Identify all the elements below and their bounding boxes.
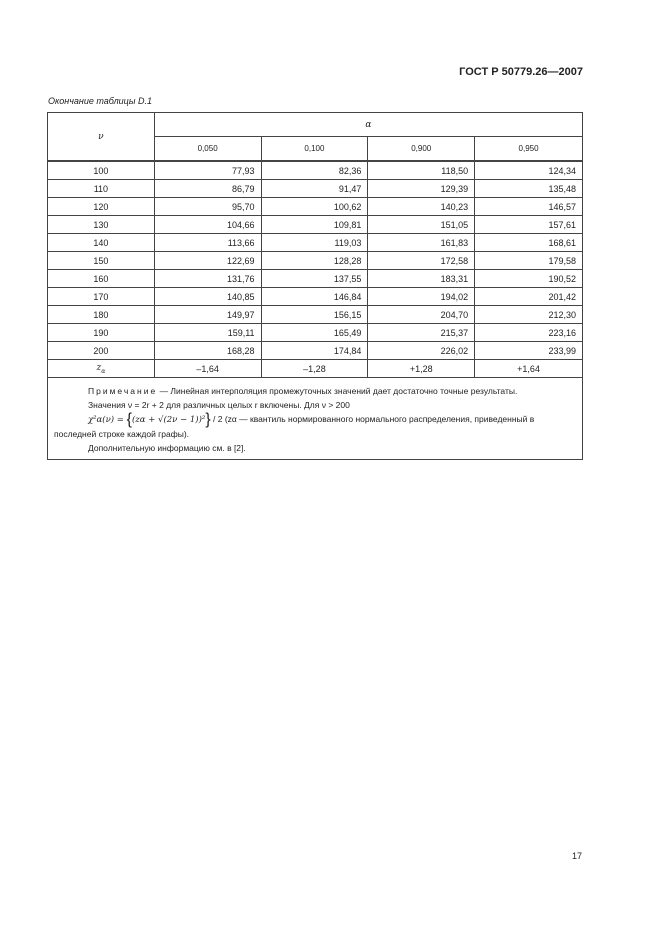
document-id: ГОСТ Р 50779.26—2007	[459, 66, 583, 78]
table-cell: 226,02	[368, 342, 475, 360]
table-cell: 131,76	[154, 270, 261, 288]
table-cell: 157,61	[475, 216, 583, 234]
row-nu: 100	[48, 161, 155, 180]
note-line-1: Примечание — Линейная интерполяция промежуточных значений дает достаточно точные результаты.	[88, 386, 518, 396]
row-nu: 160	[48, 270, 155, 288]
table-cell: 129,39	[368, 180, 475, 198]
table-cell: 223,16	[475, 324, 583, 342]
table-cell: 190,52	[475, 270, 583, 288]
row-nu: 200	[48, 342, 155, 360]
table-cell: 122,69	[154, 252, 261, 270]
table-row	[48, 252, 583, 270]
table-row	[48, 306, 583, 324]
table-cell: 82,36	[261, 161, 368, 180]
row-nu: 140	[48, 234, 155, 252]
col-header: 0,050	[154, 137, 261, 162]
table-cell: 113,66	[154, 234, 261, 252]
table-cell: 156,15	[261, 306, 368, 324]
col-header: 0,100	[261, 137, 368, 162]
table-cell: 135,48	[475, 180, 583, 198]
table-cell: 168,61	[475, 234, 583, 252]
table-cell: 77,93	[154, 161, 261, 180]
note-line-2: Значения ν = 2r + 2 для различных целых r включены. Для ν > 200	[88, 400, 350, 410]
table-cell: 215,37	[368, 324, 475, 342]
table-row	[48, 180, 583, 198]
z-row	[48, 360, 583, 378]
table-cell: 140,23	[368, 198, 475, 216]
z-cell: +1,64	[475, 360, 583, 378]
table-row	[48, 324, 583, 342]
table-cell: 95,70	[154, 198, 261, 216]
table-cell: 194,02	[368, 288, 475, 306]
table-row	[48, 216, 583, 234]
table-row	[48, 234, 583, 252]
table-cell: 233,99	[475, 342, 583, 360]
table-cell: 124,34	[475, 161, 583, 180]
table-caption: Окончание таблицы D.1	[48, 96, 152, 106]
table-row	[48, 161, 583, 180]
table-row	[48, 198, 583, 216]
z-cell: –1,64	[154, 360, 261, 378]
table-cell: 165,49	[261, 324, 368, 342]
row-nu: 130	[48, 216, 155, 234]
table-row	[48, 270, 583, 288]
table-cell: 161,83	[368, 234, 475, 252]
table-cell: 149,97	[154, 306, 261, 324]
note-line-4: Дополнительную информацию см. в [2].	[88, 443, 246, 453]
table-cell: 201,42	[475, 288, 583, 306]
header-alpha: α	[154, 113, 582, 137]
table-cell: 140,85	[154, 288, 261, 306]
table-cell: 128,28	[261, 252, 368, 270]
row-nu: 120	[48, 198, 155, 216]
table-cell: 146,57	[475, 198, 583, 216]
table-row	[48, 288, 583, 306]
table-cell: 151,05	[368, 216, 475, 234]
table-cell: 118,50	[368, 161, 475, 180]
table-cell: 174,84	[261, 342, 368, 360]
table-cell: 168,28	[154, 342, 261, 360]
row-nu: 170	[48, 288, 155, 306]
row-nu: 150	[48, 252, 155, 270]
table-cell: 86,79	[154, 180, 261, 198]
table-cell: 100,62	[261, 198, 368, 216]
col-header: 0,950	[475, 137, 583, 162]
table-cell: 204,70	[368, 306, 475, 324]
table-cell: 109,81	[261, 216, 368, 234]
table-cell: 179,58	[475, 252, 583, 270]
table-cell: 137,55	[261, 270, 368, 288]
col-header: 0,900	[368, 137, 475, 162]
row-nu: 110	[48, 180, 155, 198]
table-cell: 172,58	[368, 252, 475, 270]
z-cell: –1,28	[261, 360, 368, 378]
note-formula: χ²α(ν) = {(zα + √(2ν − 1))²} / 2 (zα — квантиль нормированного нормального распределения, приведенный в последней строке каждой графы).	[54, 410, 535, 439]
z-label: $z_\alpha$	[48, 360, 155, 378]
table-cell: 212,30	[475, 306, 583, 324]
header-nu: ν	[48, 113, 155, 162]
z-cell: +1,28	[368, 360, 475, 378]
row-nu: 190	[48, 324, 155, 342]
table-cell: 119,03	[261, 234, 368, 252]
row-nu: 180	[48, 306, 155, 324]
table-cell: 104,66	[154, 216, 261, 234]
table-note	[48, 378, 583, 460]
table-cell: 159,11	[154, 324, 261, 342]
table-cell: 146,84	[261, 288, 368, 306]
page-number: 17	[571, 851, 582, 861]
quantile-table	[47, 112, 583, 460]
table-cell: 91,47	[261, 180, 368, 198]
table-cell: 183,31	[368, 270, 475, 288]
table-body	[48, 161, 583, 360]
table-row	[48, 342, 583, 360]
